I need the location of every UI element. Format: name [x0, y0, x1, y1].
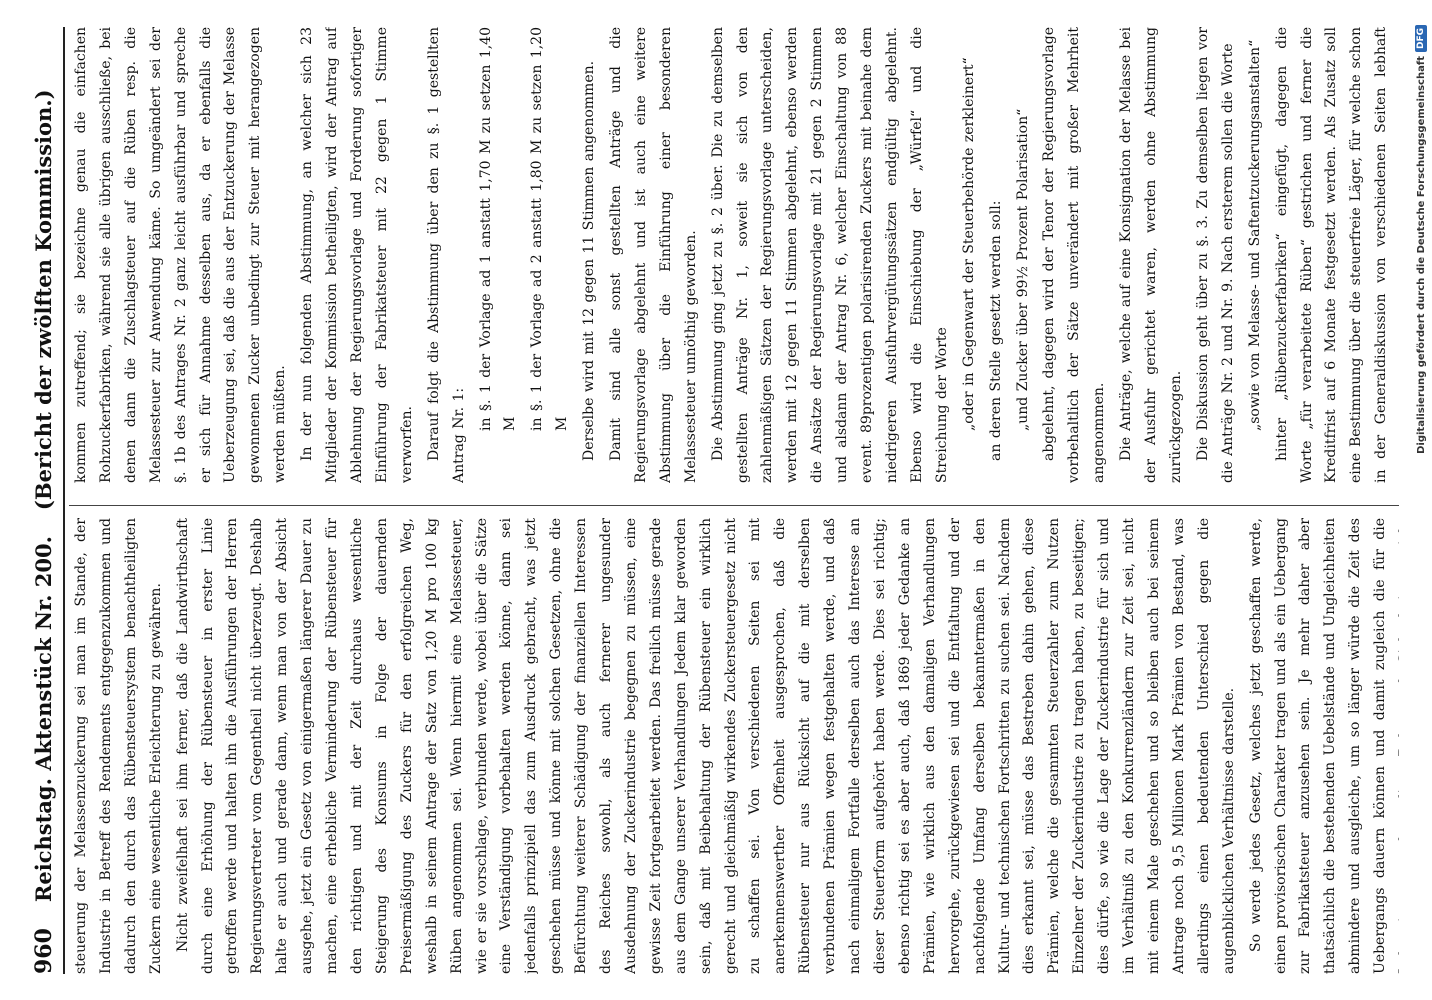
paragraph: an deren Stelle gesetzt werden soll: — [987, 200, 1004, 461]
paragraph: kommen zutreffend; sie bezeichne genau die einfachen Rohzuckerfabriken, während sie alle übrigen ausschließe, bei denen dann die Zuschlagsteuer auf die Rüben resp. die Melassesteuer zur Anwendung käme. So umgeändert sei der §. 1b des Antrages Nr. 2 ganz leicht ausführbar und spreche er sich für Annahme desselben aus, da er ebenfalls die Ueberzeugung sei, daß die aus der Entzuckerung der Melasse gewonnenen Zucker unbedingt zur Steuer mit herangezogen werden müßten. — [73, 27, 289, 483]
quoted-words: „und Zucker über 99½ Prozent Polarisation“ — [1014, 108, 1031, 431]
paragraph: Nicht zweifelhaft sei ihm ferner, daß die Landwirthschaft durch eine Erhöhung der Rübensteuer in erster Linie getroffen werde und halten ihn die Ausführungen der Herren Regierungsvertreter vom Gegentheil nicht überzeugt. Deshalb halte er auch und gerade dann, wenn man von der Absicht ausgehe, jetzt ein Gesetz von einigermaßen längerer Dauer zu machen, eine erhebliche Verminderung der Rübensteuer für den richtigen und mit der Zeit durchaus wesentliche Steigerung des Konsums in Folge der dauernden Preisermäßigung des Zuckers für den erfolgreichen Weg, weshalb in seinem Antrage der Satz von 1,20 M pro 100 kg Rüben angenommen sei. Wenn hiermit eine Melassesteuer, wie er sie vorschlage, verbunden werde, wobei über die Sätze eine Verständigung vorbehalten werden könne, dann sei jedenfalls prinzipiell das zum Ausdruck gebracht, was jetzt geschehen müsse und könne mit solchen Gesetzen, ohne die Befürchtung weiterer Schädigung der finanziellen Interessen des Reiches sowohl, als auch fernerer ungesunder Ausdehnung der Zuckerindustrie begegnen zu müssen, eine gewisse Zeit fortgearbeitet werden. Das freilich müsse gerade aus dem Gange unserer Verhandlungen Jedem klar geworden sein, daß mit Beibehaltung der Rübensteuer ein wirklich gerecht und gleichmäßig wirkendes Zuckersteuergesetz nicht zu schaffen sei. Von verschiedenen Seiten sei mit anerkennenswerther Offenheit ausgesprochen, daß die Rübensteuer nur aus Rücksicht auf die mit derselben verbundenen Prämien wegen festgehalten werde, und daß nach einmaligem Fortfalle derselben auch das Interesse an dieser Steuerform aufgehört haben werde. Dies sei richtig; ebenso richtig sei es aber auch, daß 1869 jeder Gedanke an Prämien, wie wirklich aus den damaligen Verhandlungen hervorgehe, zurückgewiesen sei und die Entfaltung und der nachfolgende Umfang derselben bekanntermaßen in den Kultur- und technischen Fortschritten zu suchen sei. Nachdem dies erkannt sei, müsse das Bestreben dahin gehen, diese Prämien, welche die gesammten Steuerzahler zum Nutzen Einzelner der Zuckerindustrie zu tragen haben, zu beseitigen; dies dürfe, so wie die Lage der Zuckerindustrie für sich und im Verhältniß zu den Konkurrenzländern zur Zeit sei, nicht mit einem Male geschehen und so bleiben auch bei seinem Antrage noch 9,5 Millionen Mark Prämien von Bestand, was allerdings einen bedeutenden Unterschied gegen die augenblicklichen Verhältnisse darstelle. — [174, 518, 1237, 974]
quoted-words: „oder in Gegenwart der Steuerbehörde zerkleinert“ — [960, 57, 977, 431]
scanned-page — [25, 13, 1410, 988]
amendment-line: in §. 1 der Vorlage ad 2 anstatt 1,80 M zu setzen 1,20 M — [529, 27, 571, 431]
paragraph: steuerung der Melassenzuckerung sei man im Stande, der Industrie in Betreff des Rendements entgegenzukommen und dadurch den durch das Rübensteuersystem benachtheiligten Zuckern eine wesentliche Erleichterung zu gewähren. — [73, 518, 164, 974]
paragraph: Darauf folgt die Abstimmung über den zu §. 1 gestellten Antrag Nr. 1: — [425, 27, 467, 483]
paragraph: abgelehnt, dagegen wird der Tenor der Regierungsvorlage vorbehaltlich der Sätze unverändert mit großer Mehrheit angenommen. — [1041, 27, 1108, 483]
running-title-left: Reichstag. Aktenstück Nr. 200. — [31, 536, 56, 903]
page-number: 960 — [31, 928, 57, 974]
right-column — [69, 27, 1399, 483]
paragraph: Die Anträge, welche auf eine Konsignation der Melasse bei der Ausfuhr gerichtet waren, werden ohne Abstimmung zurückgezogen. — [1118, 27, 1184, 483]
paragraph: Derselbe wird mit 12 gegen 11 Stimmen angenommen. — [581, 60, 598, 461]
page-header — [31, 27, 65, 974]
paragraph: So werde jedes Gesetz, welches jetzt geschaffen werde, einen provisorischen Charakter tragen und als ein Uebergang zur Fabrikatsteuer anzusehen sein. Je mehr daher aber thatsächlich die bestehenden Uebelstände und Ungleichheiten abmindere und ausgleiche, um so länger würde die Zeit des Uebergangs dauern können und damit zugleich die für die — [1247, 518, 1389, 974]
left-column — [69, 505, 1399, 974]
running-title-right: (Bericht der zwölften Kommission.) — [31, 89, 56, 511]
digitization-note — [1413, 25, 1429, 985]
paragraph: Die Diskussion geht über zu §. 3. Zu demselben liegen vor die Anträge Nr. 2 und Nr. 9. Nach ersterem sollen die Worte — [1194, 27, 1236, 483]
paragraph: Die Abstimmung ging jetzt zu §. 2 über. Die zu demselben gestellten Anträge Nr. 1, soweit sie sich von den zahlenmäßigen Sätzen der Regierungsvorlage unterscheiden, werden mit 12 gegen 11 Stimmen abgelehnt, ebenso werden die Ansätze der Regierungsvorlage mit 21 gegen 2 Stimmen und alsdann der Antrag Nr. 6, welcher Einschaltung von 88 event. 89prozentigen polarisirenden Zuckers mit beinahe dem niedrigeren Ausfuhrvergütungssätzen endgültig abgelehnt. Ebenso wird die Einschiebung der „Würfel“ und die Streichung der Worte — [709, 27, 950, 483]
text-columns — [69, 27, 1399, 974]
paragraph: Damit sind alle sonst gestellten Anträge und die Regierungsvorlage abgelehnt und ist auch eine weitere Abstimmung über die Einführung einer besonderen Melassesteuer unnöthig geworden. — [608, 27, 699, 483]
quoted-words: „sowie von Melasse- und Saftentzuckerungsanstalten“ — [1246, 39, 1263, 431]
dfg-logo: DFG — [1415, 25, 1427, 52]
amendment-line: in §. 1 der Vorlage ad 1 anstatt 1,70 M zu setzen 1,40 M — [477, 27, 519, 431]
funding-note-text: Digitalisierung gefördert durch die Deutsche Forschungsgemeinschaft — [1415, 56, 1427, 454]
paragraph: hinter „Rübenzuckerfabriken“ eingefügt, dagegen die Worte „für verarbeitete Rüben“ gestrichen und ferner die Kreditfrist auf 6 Monate festgesetzt werden. Als Zusatz soll eine Bestimmung über die steuerfreie Läger, für welche schon in der Generaldiskussion von verschiedenen Seiten lebhaft — [1273, 27, 1390, 483]
paragraph: In der nun folgenden Abstimmung, an welcher sich 23 Mitglieder der Kommission betheiligten, wird der Antrag auf Ablehnung der Regierungsvorlage und Forderung sofortiger Einführung der Fabrikatsteuer mit 22 gegen 1 Stimme verworfen. — [299, 27, 415, 483]
